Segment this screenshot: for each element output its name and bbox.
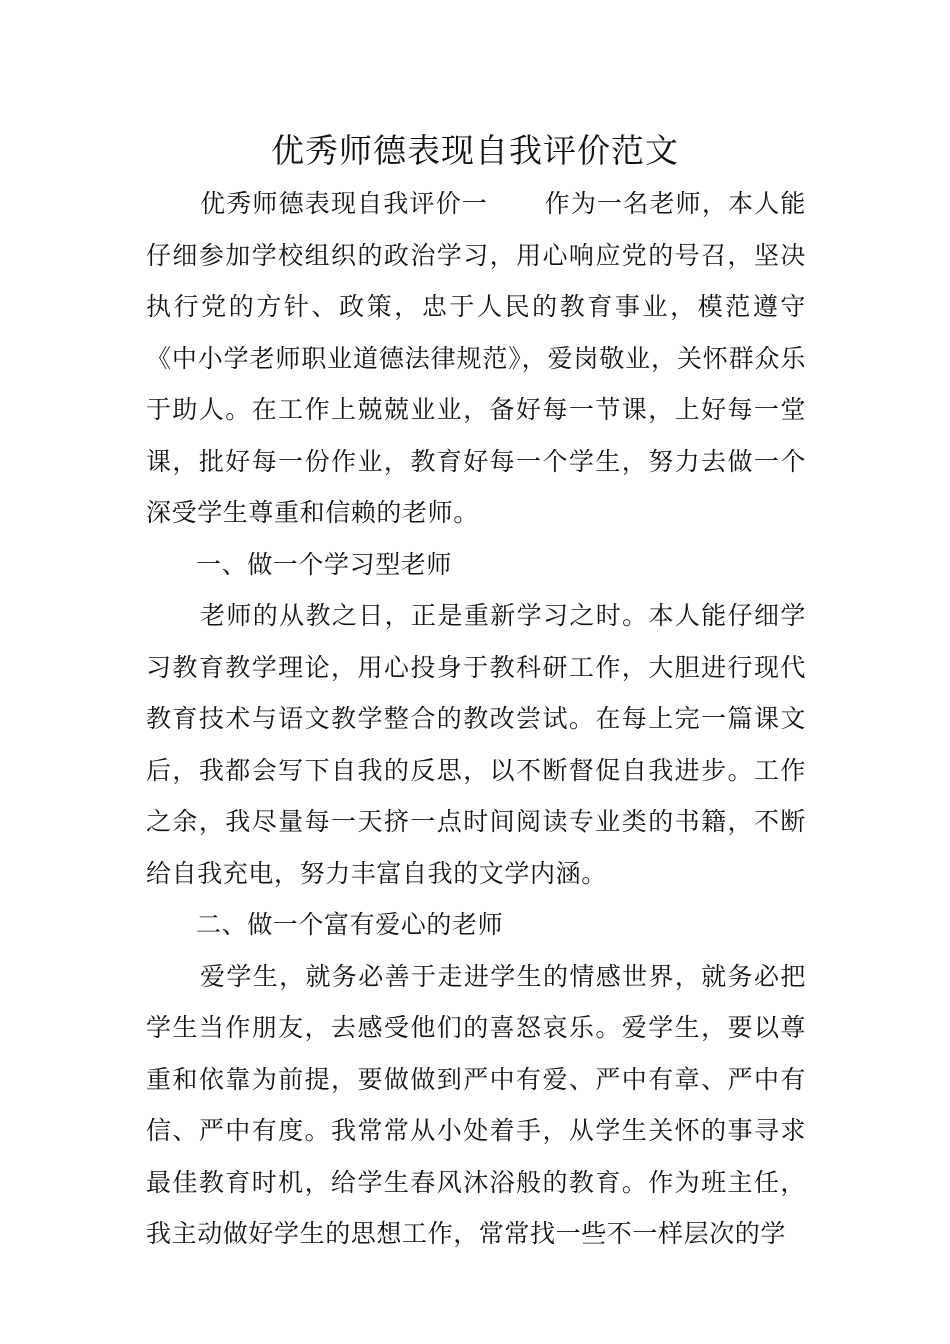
paragraph-intro <box>146 178 806 539</box>
section-heading-2: 二、做一个富有爱心的老师 <box>196 910 504 939</box>
intro-text: 作为一名老师，本人能仔细参加学校组织的政治学习，用心响应党的号召，坚决执行党的方针、政策，忠于人民的教育事业，模范遵守《中小学老师职业道德法律规范》，爱岗敬业，关怀群众乐于助人。在工作上兢兢业业，备好每一节课，上好每一堂课，批好每一份作业，教育好每一个学生，努力去做一个深受学生尊重和信赖的老师。 <box>146 189 806 527</box>
intro-label: 优秀师德表现自我评价一 <box>200 189 489 218</box>
paragraph-caring: 爱学生，就务必善于走进学生的情感世界，就务必把学生当作朋友，去感受他们的喜怒哀乐。爱学生，要以尊重和依靠为前提，要做做到严中有爱、严中有章、严中有信、严中有度。我常常从小处着手，从学生关怀的事寻求最佳教育时机，给学生春风沐浴般的教育。作为班主任，我主动做好学生的思想工作，常常找一些不一样层次的学 <box>146 961 806 1248</box>
document-title: 优秀师德表现自我评价范文 <box>271 131 679 170</box>
document-body <box>146 178 806 1260</box>
section-heading-1: 一、做一个学习型老师 <box>196 549 453 579</box>
paragraph-learning: 老师的从教之日，正是重新学习之时。本人能仔细学习教育教学理论，用心投身于教科研工作，大胆进行现代教育技术与语文教学整合的教改尝试。在每上完一篇课文后，我都会写下自我的反思，以不断督促自我进步。工作之余，我尽量每一天挤一点时间阅读专业类的书籍，不断给自我充电，努力丰富自我的文学内涵。 <box>146 601 806 888</box>
